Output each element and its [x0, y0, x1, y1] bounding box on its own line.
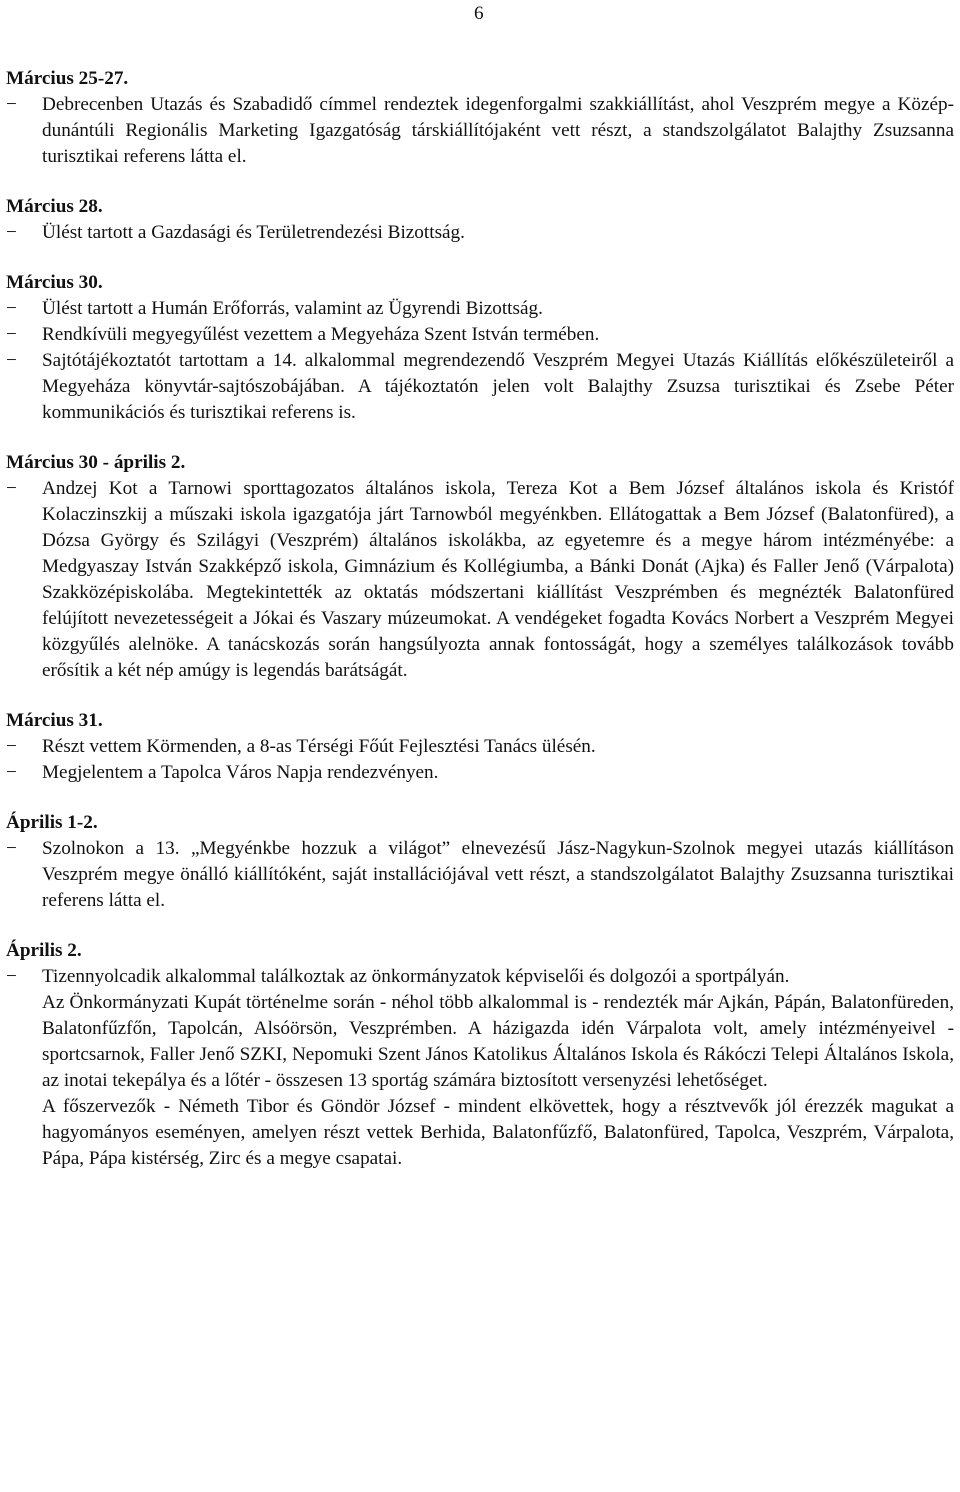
list-item [6, 296, 954, 322]
document-body [6, 66, 954, 1196]
list-item [6, 760, 954, 786]
item-text: Rendkívüli megyegyűlést vezettem a Megyeháza Szent István termében. [42, 324, 600, 345]
section-march-25-27 [6, 66, 954, 170]
list-item [6, 322, 954, 348]
section-heading: Március 30 - április 2. [6, 452, 186, 473]
dash-bullet: − [6, 762, 17, 783]
dash-bullet: − [6, 838, 17, 859]
dash-bullet: − [6, 966, 17, 987]
dash-bullet: − [6, 94, 17, 115]
dash-bullet: − [6, 298, 17, 319]
dash-bullet: − [6, 350, 17, 371]
section-heading: Március 25-27. [6, 68, 129, 89]
list-item [6, 348, 954, 426]
list-item [6, 836, 954, 914]
item-text: Ülést tartott a Humán Erőforrás, valamint az Ügyrendi Bizottság. [42, 298, 543, 319]
list-item [6, 476, 954, 684]
item-paragraph: Az Önkormányzati Kupát történelme során - néhol több alkalommal is - rendezték már Ajkán, Pápán, Balatonfüreden, Balatonfűzfőn, Tapolcán, Alsóörsön, Veszprémben. A házigazda idén Várpalota volt, amely intézményeivel - sportcsarnok, Faller Jenő SZKI, Nepomuki Szent János Katolikus Általános Iskola és Rákóczi Telepi Általános Iskola, az inotai tekepálya és a lőtér - összesen 13 sportág számára biztosított versenyzési lehetőséget. [42, 992, 954, 1091]
list-item [6, 92, 954, 170]
item-paragraph: A főszervezők - Németh Tibor és Göndör József - mindent elkövettek, hogy a résztvevők jól érezzék magukat a hagyományos eseményen, amelyen részt vettek Berhida, Balatonfűzfő, Balatonfüred, Tapolca, Veszprém, Várpalota, Pápa, Pápa kistérség, Zirc és a megye csapatai. [42, 1096, 954, 1169]
section-april-1-2 [6, 810, 954, 914]
item-text: Tizennyolcadik alkalommal találkoztak az önkormányzatok képviselői és dolgozói a sportpályán. [42, 966, 790, 987]
section-march-31 [6, 708, 954, 786]
item-text: Sajtótájékoztatót tartottam a 14. alkalommal megrendezendő Veszprém Megyei Utazás Kiállítás előkészületeiről a Megyeháza könyvtár-sajtószobájában. A tájékoztatón jelen volt Balajthy Zsuzsa turisztikai és Zsebe Péter kommunikációs és turisztikai referens is. [42, 350, 954, 423]
section-heading: Március 31. [6, 710, 103, 731]
section-march-28 [6, 194, 954, 246]
item-text: Debrecenben Utazás és Szabadidő címmel rendeztek idegenforgalmi szakkiállítást, ahol Veszprém megye a Közép-dunántúli Regionális Marketing Igazgatóság társkiállítójaként vett részt, a standszolgálatot Balajthy Zsuzsanna turisztikai referens látta el. [42, 94, 954, 167]
section-heading: Március 28. [6, 196, 103, 217]
item-text: Részt vettem Körmenden, a 8-as Térségi Főút Fejlesztési Tanács ülésén. [42, 736, 596, 757]
section-march-30-april-2 [6, 450, 954, 684]
item-text: Andzej Kot a Tarnowi sporttagozatos általános iskola, Tereza Kot a Bem József általános iskola és Kristóf Kolaczinszkij a műszaki iskola igazgatója járt Tarnowból megyénkben. Ellátogattak a Bem József (Balatonfüred), a Dózsa György és Szilágyi (Veszprém) általános iskolákba, az egyetemre és a megye három intézményébe: a Medgyaszay István Szakképző iskola, Gimnázium és Kollégiumba, a Bánki Donát (Ajka) és Faller Jenő (Várpalota) Szakközépiskolába. Megtekintették az oktatás módszertani kiállítást Veszprémben és megnézték Balatonfüred felújított nevezetességeit a Jókai és Vaszary múzeumokat. A vendégeket fogadta Kovács Norbert a Veszprém Megyei közgyűlés alelnöke. A tanácskozás során hangsúlyozta annak fontosságát, hogy a személyes találkozások tovább erősítik a két nép amúgy is legendás barátságát. [42, 478, 954, 681]
item-text: Ülést tartott a Gazdasági és Területrendezési Bizottság. [42, 222, 465, 243]
list-item [6, 734, 954, 760]
list-item [6, 964, 954, 1172]
list-item [6, 220, 954, 246]
dash-bullet: − [6, 478, 17, 499]
section-heading: Március 30. [6, 272, 103, 293]
section-heading: Április 2. [6, 940, 82, 961]
item-text: Megjelentem a Tapolca Város Napja rendezvényen. [42, 762, 439, 783]
section-april-2 [6, 938, 954, 1172]
item-text: Szolnokon a 13. „Megyénkbe hozzuk a világot” elnevezésű Jász-Nagykun-Szolnok megyei utazás kiállításon Veszprém megye önálló kiállítóként, saját installációjával vett részt, a standszolgálatot Balajthy Zsuzsanna turisztikai referens látta el. [42, 838, 954, 911]
section-march-30 [6, 270, 954, 426]
section-heading: Április 1-2. [6, 812, 98, 833]
dash-bullet: − [6, 222, 17, 243]
dash-bullet: − [6, 736, 17, 757]
dash-bullet: − [6, 324, 17, 345]
page-number: 6 [474, 3, 484, 24]
